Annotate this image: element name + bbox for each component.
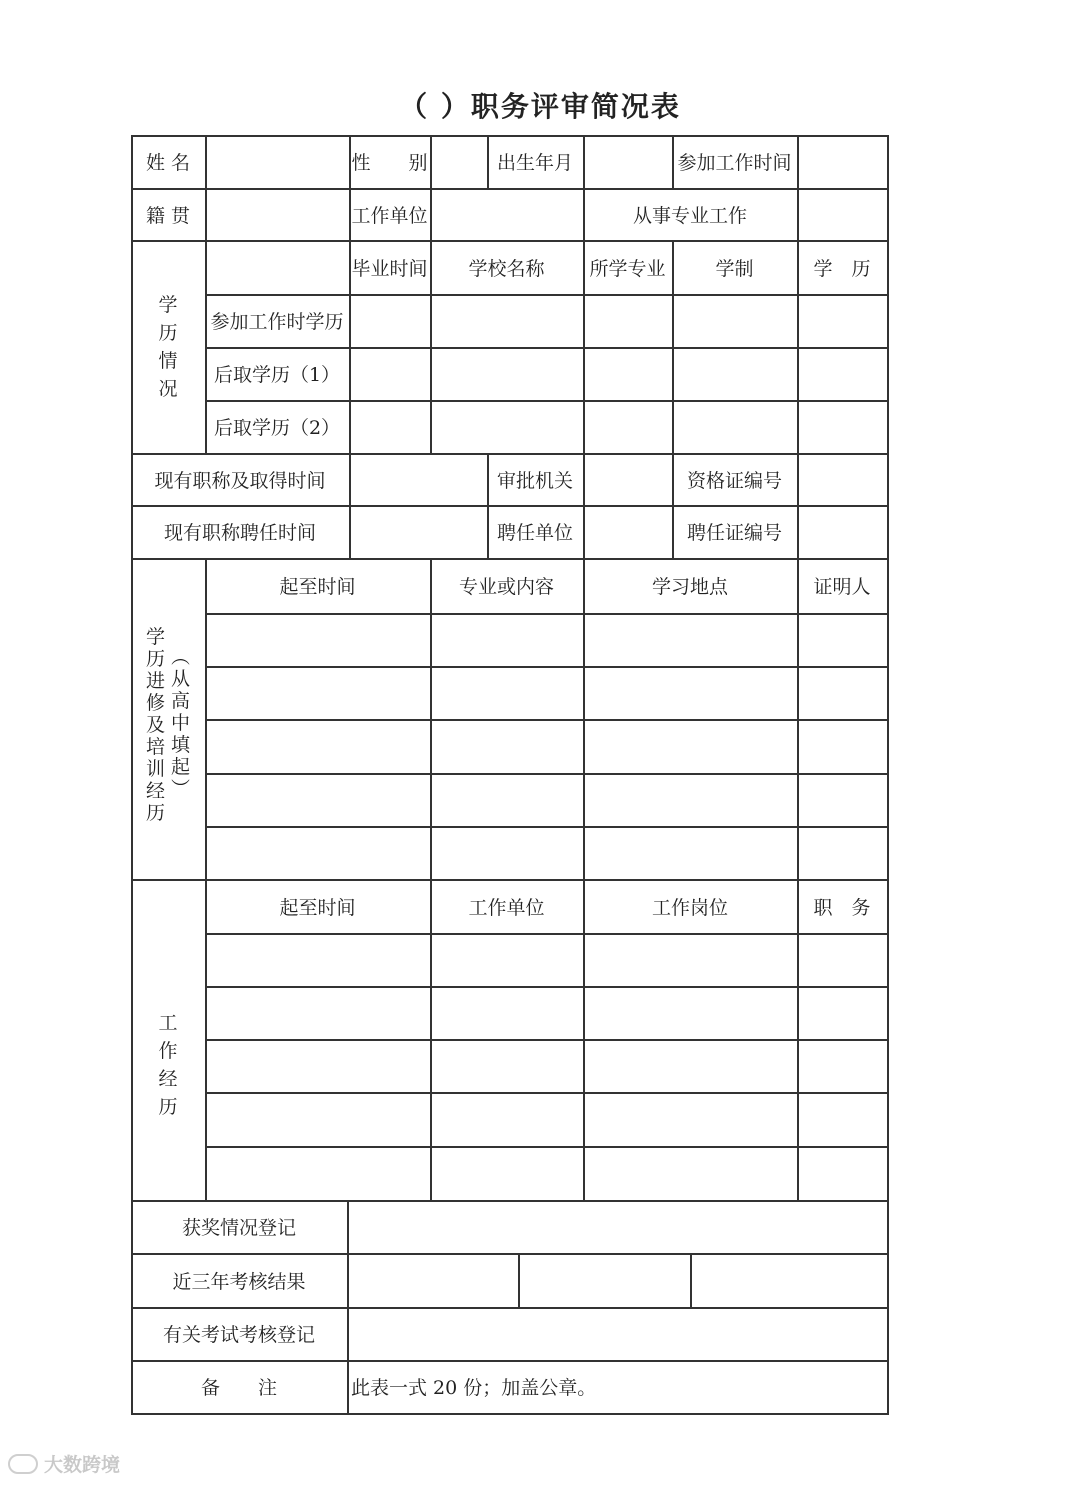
input-appointment-unit[interactable]: [583, 505, 672, 558]
label-awards: 获奖情况登记: [181, 1217, 296, 1239]
grid-line: [205, 986, 888, 988]
input-appointment-time[interactable]: [349, 505, 487, 558]
input-assessment-1[interactable]: [347, 1253, 518, 1307]
input-work-start[interactable]: [797, 135, 887, 188]
grid-line: [205, 933, 888, 935]
header-school-name: 学校名称: [468, 257, 545, 280]
label-name: 姓 名: [145, 152, 191, 174]
row-label-later-education-1: 后取学历（1）: [213, 364, 341, 386]
input-approval-authority[interactable]: [583, 453, 672, 505]
header-major: 所学专业: [589, 257, 666, 280]
label-profession: 从事专业工作: [632, 204, 747, 227]
watermark: [8, 1450, 120, 1477]
input-name[interactable]: [205, 135, 349, 188]
input-assessment-2[interactable]: [518, 1253, 690, 1307]
input-cert-no[interactable]: [797, 453, 887, 505]
input-assessment-3[interactable]: [690, 1253, 887, 1307]
input-appointment-cert-no[interactable]: [797, 505, 887, 558]
input-current-title[interactable]: [349, 453, 487, 505]
header-graduation-time: 毕业时间: [351, 257, 428, 280]
label-remarks: 备 注: [200, 1377, 277, 1399]
header-work-post: 工作岗位: [651, 896, 728, 919]
table-border-bottom: [131, 1413, 888, 1415]
label-native-place: 籍 贯: [145, 204, 191, 227]
input-native-place[interactable]: [205, 188, 349, 240]
grid-line: [205, 719, 888, 721]
section-training-label: [131, 558, 205, 879]
label-gender: 性 别: [351, 152, 428, 174]
label-birth: 出生年月: [496, 152, 573, 174]
training-label-note: ︵ 从 高 中 填 起 ︶: [171, 646, 191, 800]
header-training-witness: 证明人: [813, 576, 871, 598]
label-cert-no: 资格证编号: [686, 469, 782, 492]
header-training-period: 起至时间: [279, 576, 356, 598]
grid-line: [205, 1092, 888, 1094]
label-approval-authority: 审批机关: [496, 469, 573, 492]
training-label-main: 学 历 进 修 及 培 训 经 历: [145, 626, 165, 824]
table-border-right: [887, 135, 889, 1415]
remarks-text: 此表一式 20 份；加盖公章。: [351, 1377, 597, 1399]
label-exams: 有关考试考核登记: [162, 1324, 315, 1346]
input-work-unit[interactable]: [430, 188, 583, 240]
row-label-later-education-2: 后取学历（2）: [213, 417, 341, 439]
label-work-start: 参加工作时间: [677, 152, 792, 174]
label-current-title: 现有职称及取得时间: [154, 469, 326, 492]
header-work-unit: 工作单位: [468, 896, 545, 919]
grid-line: [205, 1146, 888, 1148]
watermark-logo-icon: [8, 1454, 38, 1474]
grid-line: [205, 1039, 888, 1041]
section-education-label: 学 历 情 况: [158, 293, 178, 400]
grid-line: [205, 613, 888, 615]
header-work-position: 职 务: [813, 896, 871, 919]
label-assessment: 近三年考核结果: [172, 1270, 306, 1293]
header-duration: 学制: [715, 257, 754, 280]
label-appointment-unit: 聘任单位: [496, 522, 573, 544]
watermark-text: 大数跨境: [44, 1454, 121, 1476]
label-work-unit: 工作单位: [351, 204, 428, 227]
label-appointment-cert-no: 聘任证编号: [686, 522, 782, 544]
grid-line: [205, 826, 888, 828]
input-exams[interactable]: [347, 1307, 887, 1360]
label-appointment-time: 现有职称聘任时间: [163, 522, 316, 544]
input-profession[interactable]: [797, 188, 887, 240]
grid-line: [205, 773, 888, 775]
header-training-location: 学习地点: [651, 576, 728, 598]
input-awards[interactable]: [347, 1200, 887, 1253]
form-title: （ ）职务评审简况表: [399, 90, 681, 123]
header-degree: 学 历: [813, 257, 871, 280]
grid-line: [205, 666, 888, 668]
input-birth[interactable]: [583, 135, 672, 188]
row-label-initial-education: 参加工作时学历: [210, 311, 344, 333]
input-gender[interactable]: [430, 135, 487, 188]
header-work-period: 起至时间: [279, 896, 356, 919]
header-training-content: 专业或内容: [458, 576, 554, 598]
section-work-history-label: 工 作 经 历: [158, 1011, 178, 1118]
